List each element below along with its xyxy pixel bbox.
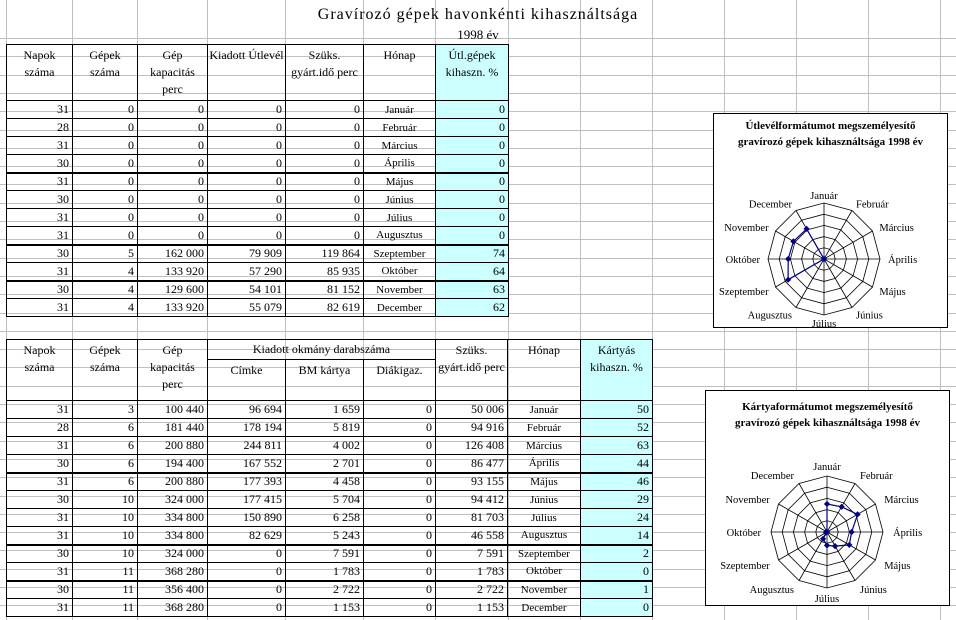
header-label: Címke — [208, 360, 286, 401]
value-cell[interactable]: 0 — [364, 491, 436, 509]
value-cell[interactable]: 0 — [138, 227, 208, 245]
header-usage-percent: Kártyás kihaszn. % — [581, 340, 653, 401]
value-cell[interactable]: 0 — [208, 137, 286, 155]
value-cell[interactable]: 4 458 — [286, 473, 364, 491]
month-cell[interactable]: December — [508, 599, 581, 617]
value-cell[interactable]: 0 — [208, 563, 286, 581]
value-cell[interactable]: 4 — [73, 299, 138, 317]
value-cell[interactable]: 0 — [73, 191, 138, 209]
usage-cell[interactable]: 0 — [581, 599, 653, 617]
value-cell[interactable]: 30 — [7, 191, 73, 209]
value-cell[interactable]: 0 — [286, 191, 364, 209]
radar-category-label: Február — [856, 199, 889, 211]
radar-category-label: November — [725, 495, 770, 506]
value-cell[interactable]: 0 — [208, 227, 286, 245]
radar-category-label: November — [724, 223, 769, 234]
month-cell[interactable]: Október — [364, 263, 436, 281]
value-cell[interactable]: 133 920 — [138, 299, 208, 317]
card-radar-chart — [705, 390, 950, 606]
radar-point — [848, 529, 854, 535]
value-cell[interactable]: 31 — [7, 101, 73, 119]
value-cell[interactable]: 85 935 — [286, 263, 364, 281]
value-cell[interactable]: 2 722 — [286, 581, 364, 599]
table-row — [7, 191, 509, 209]
value-cell[interactable]: 0 — [364, 599, 436, 617]
table-row — [7, 545, 653, 563]
value-cell[interactable]: 57 290 — [208, 263, 286, 281]
table-row — [7, 563, 653, 581]
table-row — [7, 263, 509, 281]
month-cell[interactable]: November — [364, 281, 436, 299]
month-cell[interactable]: Augusztus — [364, 227, 436, 245]
header-month: Hónap — [364, 45, 436, 101]
table-row — [7, 473, 653, 491]
header-production-time: Szüks. gyárt.idő perc — [436, 340, 508, 401]
value-cell[interactable]: 31 — [7, 137, 73, 155]
radar-plot — [714, 114, 947, 327]
radar-point — [824, 542, 830, 548]
value-cell[interactable]: 0 — [364, 563, 436, 581]
header-days: Napok száma — [7, 45, 73, 101]
value-cell[interactable]: 11 — [73, 599, 138, 617]
radar-point — [854, 511, 860, 517]
value-cell[interactable]: 11 — [73, 581, 138, 599]
value-cell[interactable]: 150 890 — [208, 509, 286, 527]
value-cell[interactable]: 200 880 — [138, 437, 208, 455]
value-cell[interactable]: 96 694 — [208, 401, 286, 419]
value-cell[interactable]: 0 — [364, 545, 436, 563]
radar-category-label: Június — [860, 585, 887, 597]
usage-cell[interactable]: 0 — [436, 137, 509, 155]
value-cell[interactable]: 2 701 — [286, 455, 364, 473]
value-cell[interactable]: 0 — [364, 527, 436, 545]
sheet-title: Gravírozó gépek havonkénti kihasználtsága — [317, 6, 639, 23]
value-cell[interactable]: 30 — [7, 581, 73, 599]
value-cell[interactable]: 0 — [208, 209, 286, 227]
radar-point — [846, 542, 852, 548]
month-cell[interactable]: Február — [508, 419, 581, 437]
sheet-subtitle: 1998 év — [457, 27, 499, 42]
value-cell[interactable]: 4 — [73, 263, 138, 281]
value-cell[interactable]: 177 415 — [208, 491, 286, 509]
value-cell[interactable]: 5 704 — [286, 491, 364, 509]
radar-category-label: Április — [888, 255, 918, 266]
value-cell[interactable]: 0 — [73, 137, 138, 155]
value-cell[interactable]: 31 — [7, 209, 73, 227]
value-cell[interactable]: 5 243 — [286, 527, 364, 545]
table-row — [7, 173, 509, 191]
table-row — [7, 101, 509, 119]
table-row — [7, 419, 653, 437]
value-cell[interactable]: 93 155 — [436, 473, 508, 491]
value-cell[interactable]: 0 — [138, 155, 208, 173]
value-cell[interactable]: 0 — [138, 191, 208, 209]
month-cell[interactable]: Május — [508, 473, 581, 491]
value-cell[interactable]: 50 006 — [436, 401, 508, 419]
value-cell[interactable]: 126 408 — [436, 437, 508, 455]
usage-cell[interactable]: 0 — [436, 101, 509, 119]
table-row — [7, 581, 653, 599]
value-cell[interactable]: 6 — [73, 419, 138, 437]
header-bm-card: BM kártya — [286, 360, 364, 401]
value-cell[interactable]: 133 920 — [138, 263, 208, 281]
value-cell[interactable]: 0 — [364, 419, 436, 437]
month-cell[interactable]: Október — [508, 563, 581, 581]
table-row — [7, 299, 509, 317]
value-cell[interactable]: 31 — [7, 437, 73, 455]
value-cell[interactable]: 0 — [364, 581, 436, 599]
header-machines: Gépek száma — [73, 45, 138, 101]
value-cell[interactable]: 177 393 — [208, 473, 286, 491]
value-cell[interactable]: 334 800 — [138, 509, 208, 527]
radar-category-label: Július — [814, 594, 840, 605]
value-cell[interactable]: 30 — [7, 281, 73, 299]
header-month: Hónap — [508, 340, 581, 401]
value-cell[interactable]: 0 — [364, 509, 436, 527]
value-cell[interactable]: 30 — [7, 545, 73, 563]
value-cell[interactable]: 178 194 — [208, 419, 286, 437]
table-row — [7, 599, 653, 617]
table-row — [7, 437, 653, 455]
month-cell[interactable]: Július — [508, 509, 581, 527]
month-cell[interactable]: Január — [508, 401, 581, 419]
value-cell[interactable]: 0 — [364, 437, 436, 455]
value-cell[interactable]: 0 — [364, 473, 436, 491]
value-cell[interactable]: 10 — [73, 509, 138, 527]
value-cell[interactable]: 0 — [138, 209, 208, 227]
value-cell[interactable]: 1 153 — [286, 599, 364, 617]
month-cell[interactable]: Június — [508, 491, 581, 509]
radar-category-label: Október — [726, 528, 761, 539]
value-cell[interactable]: 46 558 — [436, 527, 508, 545]
radar-category-label: Június — [856, 310, 883, 322]
month-cell[interactable]: Július — [364, 209, 436, 227]
value-cell[interactable]: 79 909 — [208, 245, 286, 263]
value-cell[interactable]: 82 629 — [208, 527, 286, 545]
value-cell[interactable]: 0 — [208, 173, 286, 191]
radar-point — [832, 543, 838, 549]
value-cell[interactable]: 31 — [7, 473, 73, 491]
value-cell[interactable]: 200 880 — [138, 473, 208, 491]
table-row — [7, 281, 509, 299]
value-cell[interactable]: 31 — [7, 509, 73, 527]
usage-cell[interactable]: 29 — [581, 491, 653, 509]
value-cell[interactable]: 30 — [7, 245, 73, 263]
value-cell[interactable]: 129 600 — [138, 281, 208, 299]
value-cell[interactable]: 0 — [286, 101, 364, 119]
radar-category-label: December — [748, 199, 792, 211]
value-cell[interactable]: 31 — [7, 599, 73, 617]
value-cell[interactable]: 0 — [208, 155, 286, 173]
value-cell[interactable]: 324 000 — [138, 545, 208, 563]
value-cell[interactable]: 0 — [208, 101, 286, 119]
value-cell[interactable]: 1 783 — [436, 563, 508, 581]
value-cell[interactable]: 82 619 — [286, 299, 364, 317]
value-cell[interactable]: 11 — [73, 563, 138, 581]
value-cell[interactable]: 0 — [138, 119, 208, 137]
month-cell[interactable]: Április — [508, 455, 581, 473]
value-cell[interactable]: 10 — [73, 545, 138, 563]
value-cell[interactable]: 0 — [208, 119, 286, 137]
radar-category-label: Augusztus — [747, 310, 792, 322]
table-row — [7, 401, 653, 419]
value-cell[interactable]: 31 — [7, 227, 73, 245]
value-cell[interactable]: 86 477 — [436, 455, 508, 473]
value-cell[interactable]: 28 — [7, 419, 73, 437]
table-row — [7, 491, 653, 509]
radar-category-label: Február — [860, 470, 893, 482]
usage-cell[interactable]: 74 — [436, 245, 509, 263]
usage-cell[interactable]: 0 — [581, 563, 653, 581]
value-cell[interactable]: 0 — [286, 173, 364, 191]
value-cell[interactable]: 30 — [7, 491, 73, 509]
value-cell[interactable]: 0 — [286, 119, 364, 137]
table-row — [7, 119, 509, 137]
chart-title: Kártyaformátumot megszemélyesítő gravírozó gépek kihasználtsága 1998 év — [735, 401, 920, 429]
table-row — [7, 155, 509, 173]
value-cell[interactable]: 6 — [73, 455, 138, 473]
value-cell[interactable]: 31 — [7, 563, 73, 581]
card-usage-table — [6, 339, 653, 617]
header-student-id: Diákigaz. — [364, 360, 436, 401]
usage-cell[interactable]: 0 — [436, 227, 509, 245]
value-cell[interactable]: 244 811 — [208, 437, 286, 455]
value-cell[interactable]: 7 591 — [436, 545, 508, 563]
usage-cell[interactable]: 0 — [436, 173, 509, 191]
header-passports: Kiadott Útlevél — [208, 45, 286, 101]
value-cell[interactable]: 30 — [7, 155, 73, 173]
value-cell[interactable]: 1 153 — [436, 599, 508, 617]
table-row — [7, 455, 653, 473]
radar-plot — [706, 391, 949, 605]
month-cell[interactable]: Április — [364, 155, 436, 173]
value-cell[interactable]: 0 — [73, 119, 138, 137]
value-cell[interactable]: 31 — [7, 173, 73, 191]
radar-category-label: Május — [879, 287, 906, 298]
usage-cell[interactable]: 0 — [436, 209, 509, 227]
usage-cell[interactable]: 0 — [436, 191, 509, 209]
header-documents-issued: Kiadott okmány darabszáma — [208, 340, 436, 360]
value-cell[interactable]: 81 152 — [286, 281, 364, 299]
value-cell[interactable]: 0 — [208, 599, 286, 617]
value-cell[interactable]: 0 — [286, 137, 364, 155]
usage-cell[interactable]: 64 — [436, 263, 509, 281]
radar-point — [821, 256, 827, 262]
value-cell[interactable]: 6 258 — [286, 509, 364, 527]
value-cell[interactable]: 55 079 — [208, 299, 286, 317]
value-cell[interactable]: 0 — [208, 545, 286, 563]
usage-cell[interactable]: 52 — [581, 419, 653, 437]
month-cell[interactable]: December — [364, 299, 436, 317]
value-cell[interactable]: 0 — [73, 173, 138, 191]
month-cell[interactable]: Január — [364, 101, 436, 119]
value-cell[interactable]: 31 — [7, 299, 73, 317]
usage-cell[interactable]: 46 — [581, 473, 653, 491]
value-cell[interactable]: 10 — [73, 527, 138, 545]
value-cell[interactable]: 0 — [286, 227, 364, 245]
value-cell[interactable]: 4 002 — [286, 437, 364, 455]
radar-category-label: Július — [811, 319, 837, 327]
value-cell[interactable]: 0 — [286, 209, 364, 227]
table-row — [7, 527, 653, 545]
value-cell[interactable]: 94 916 — [436, 419, 508, 437]
value-cell[interactable]: 368 280 — [138, 599, 208, 617]
value-cell[interactable]: 356 400 — [138, 581, 208, 599]
radar-category-label: Szeptember — [720, 561, 770, 572]
value-cell[interactable]: 194 400 — [138, 455, 208, 473]
value-cell[interactable]: 162 000 — [138, 245, 208, 263]
value-cell[interactable]: 54 101 — [208, 281, 286, 299]
value-cell[interactable]: 5 819 — [286, 419, 364, 437]
month-cell[interactable]: Március — [364, 137, 436, 155]
usage-cell[interactable]: 63 — [436, 281, 509, 299]
value-cell[interactable]: 181 440 — [138, 419, 208, 437]
value-cell[interactable]: 28 — [7, 119, 73, 137]
radar-category-label: Április — [893, 528, 923, 539]
usage-cell[interactable]: 50 — [581, 401, 653, 419]
month-cell[interactable]: Szeptember — [364, 245, 436, 263]
value-cell[interactable]: 167 552 — [208, 455, 286, 473]
usage-cell[interactable]: 2 — [581, 545, 653, 563]
value-cell[interactable]: 0 — [286, 155, 364, 173]
value-cell[interactable]: 0 — [73, 209, 138, 227]
month-cell[interactable]: Március — [508, 437, 581, 455]
value-cell[interactable]: 1 783 — [286, 563, 364, 581]
chart-title: Útlevélformátumot megszemélyesítő gravírozó gépek kihasználtsága 1998 év — [738, 120, 923, 148]
radar-category-label: Január — [813, 462, 841, 473]
value-cell[interactable]: 0 — [208, 191, 286, 209]
month-cell[interactable]: November — [508, 581, 581, 599]
radar-category-label: Január — [810, 191, 838, 202]
header-capacity: Gép kapacitás perc — [138, 45, 208, 101]
radar-category-label: Március — [879, 223, 914, 234]
month-cell[interactable]: Május — [364, 173, 436, 191]
value-cell[interactable]: 31 — [7, 527, 73, 545]
radar-category-label: Május — [884, 561, 911, 572]
passport-usage-table — [6, 44, 509, 317]
radar-category-label: Szeptember — [719, 287, 769, 298]
value-cell[interactable]: 0 — [138, 101, 208, 119]
radar-point — [838, 504, 844, 510]
radar-point — [785, 256, 791, 262]
usage-cell[interactable]: 44 — [581, 455, 653, 473]
passport-radar-chart — [713, 113, 948, 328]
value-cell[interactable]: 0 — [73, 155, 138, 173]
value-cell[interactable]: 81 703 — [436, 509, 508, 527]
usage-cell[interactable]: 1 — [581, 581, 653, 599]
value-cell[interactable]: 0 — [364, 455, 436, 473]
header-usage-percent: Útl.gépek kihaszn. % — [436, 45, 509, 101]
value-cell[interactable]: 2 722 — [436, 581, 508, 599]
value-cell[interactable]: 0 — [73, 101, 138, 119]
radar-category-label: December — [750, 470, 794, 482]
value-cell[interactable]: 0 — [73, 227, 138, 245]
value-cell[interactable]: 100 440 — [138, 401, 208, 419]
value-cell[interactable]: 0 — [364, 401, 436, 419]
table-row — [7, 209, 509, 227]
table-row — [7, 137, 509, 155]
usage-cell[interactable]: 14 — [581, 527, 653, 545]
usage-cell[interactable]: 0 — [436, 155, 509, 173]
header-days: Napok száma — [7, 340, 73, 401]
value-cell[interactable]: 31 — [7, 263, 73, 281]
value-cell[interactable]: 368 280 — [138, 563, 208, 581]
value-cell[interactable]: 0 — [138, 137, 208, 155]
table-row — [7, 227, 509, 245]
usage-cell[interactable]: 0 — [436, 119, 509, 137]
month-cell[interactable]: Február — [364, 119, 436, 137]
month-cell[interactable]: Szeptember — [508, 545, 581, 563]
value-cell[interactable]: 6 — [73, 437, 138, 455]
usage-cell[interactable]: 62 — [436, 299, 509, 317]
value-cell[interactable]: 94 412 — [436, 491, 508, 509]
value-cell[interactable]: 0 — [138, 173, 208, 191]
month-cell[interactable]: Augusztus — [508, 527, 581, 545]
table-row — [7, 509, 653, 527]
value-cell[interactable]: 10 — [73, 491, 138, 509]
month-cell[interactable]: Június — [364, 191, 436, 209]
value-cell[interactable]: 0 — [208, 581, 286, 599]
radar-category-label: Március — [884, 495, 919, 506]
value-cell[interactable]: 334 800 — [138, 527, 208, 545]
value-cell[interactable]: 4 — [73, 281, 138, 299]
value-cell[interactable]: 1 659 — [286, 401, 364, 419]
value-cell[interactable]: 3 — [73, 401, 138, 419]
table-row — [7, 245, 509, 263]
usage-cell[interactable]: 63 — [581, 437, 653, 455]
value-cell[interactable]: 119 864 — [286, 245, 364, 263]
header-machines: Gépek száma — [73, 340, 138, 401]
radar-category-label: Augusztus — [749, 585, 794, 597]
header-production-time: Szüks. gyárt.idő perc — [286, 45, 364, 101]
value-cell[interactable]: 6 — [73, 473, 138, 491]
radar-point — [824, 501, 830, 507]
value-cell[interactable]: 5 — [73, 245, 138, 263]
value-cell[interactable]: 30 — [7, 455, 73, 473]
value-cell[interactable]: 31 — [7, 401, 73, 419]
radar-category-label: Október — [725, 255, 760, 266]
value-cell[interactable]: 7 591 — [286, 545, 364, 563]
header-capacity: Gép kapacitás perc — [138, 340, 208, 401]
usage-cell[interactable]: 24 — [581, 509, 653, 527]
value-cell[interactable]: 324 000 — [138, 491, 208, 509]
